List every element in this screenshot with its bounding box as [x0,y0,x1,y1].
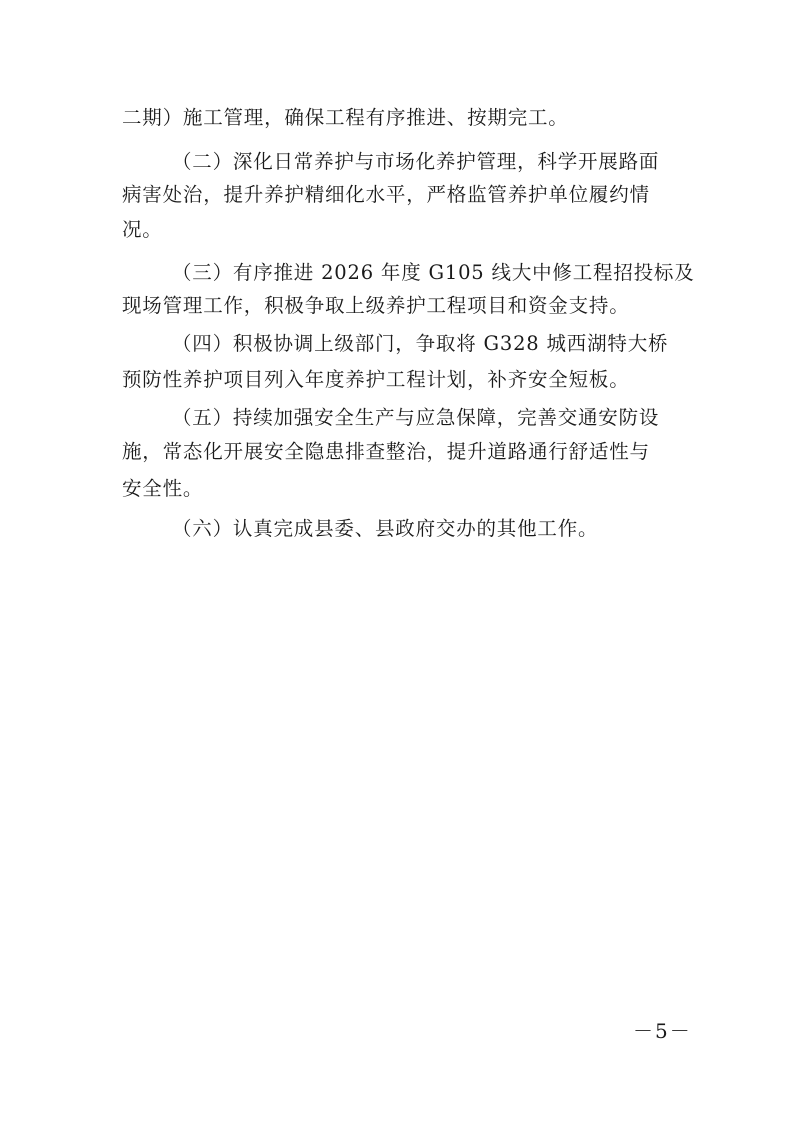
paragraph-line: 施，常态化开展安全隐患排查整治，提升道路通行舒适性与 [122,440,650,463]
paragraph-line: （三）有序推进 2026 年度 G105 线大中修工程招投标及 [172,261,695,284]
paragraph-line: 预防性养护项目列入年度养护工程计划，补齐安全短板。 [122,368,630,391]
paragraph-line: 病害处治，提升养护精细化水平，严格监管养护单位履约情 [122,183,650,206]
page-number: －5－ [633,1019,692,1043]
paragraph-line: （五）持续加强安全生产与应急保障，完善交通安防设 [172,406,660,429]
paragraph-line: 安全性。 [122,477,204,500]
paragraph-line: 现场管理工作，积极争取上级养护工程项目和资金支持。 [122,294,630,317]
paragraph-line: （二）深化日常养护与市场化养护管理，科学开展路面 [172,150,660,173]
paragraph-line: 况。 [122,218,163,241]
paragraph-line: （六）认真完成县委、县政府交办的其他工作。 [172,517,599,540]
paragraph-line: 二期）施工管理，确保工程有序推进、按期完工。 [122,106,569,129]
paragraph-line: （四）积极协调上级部门，争取将 G328 城西湖特大桥 [172,332,669,355]
